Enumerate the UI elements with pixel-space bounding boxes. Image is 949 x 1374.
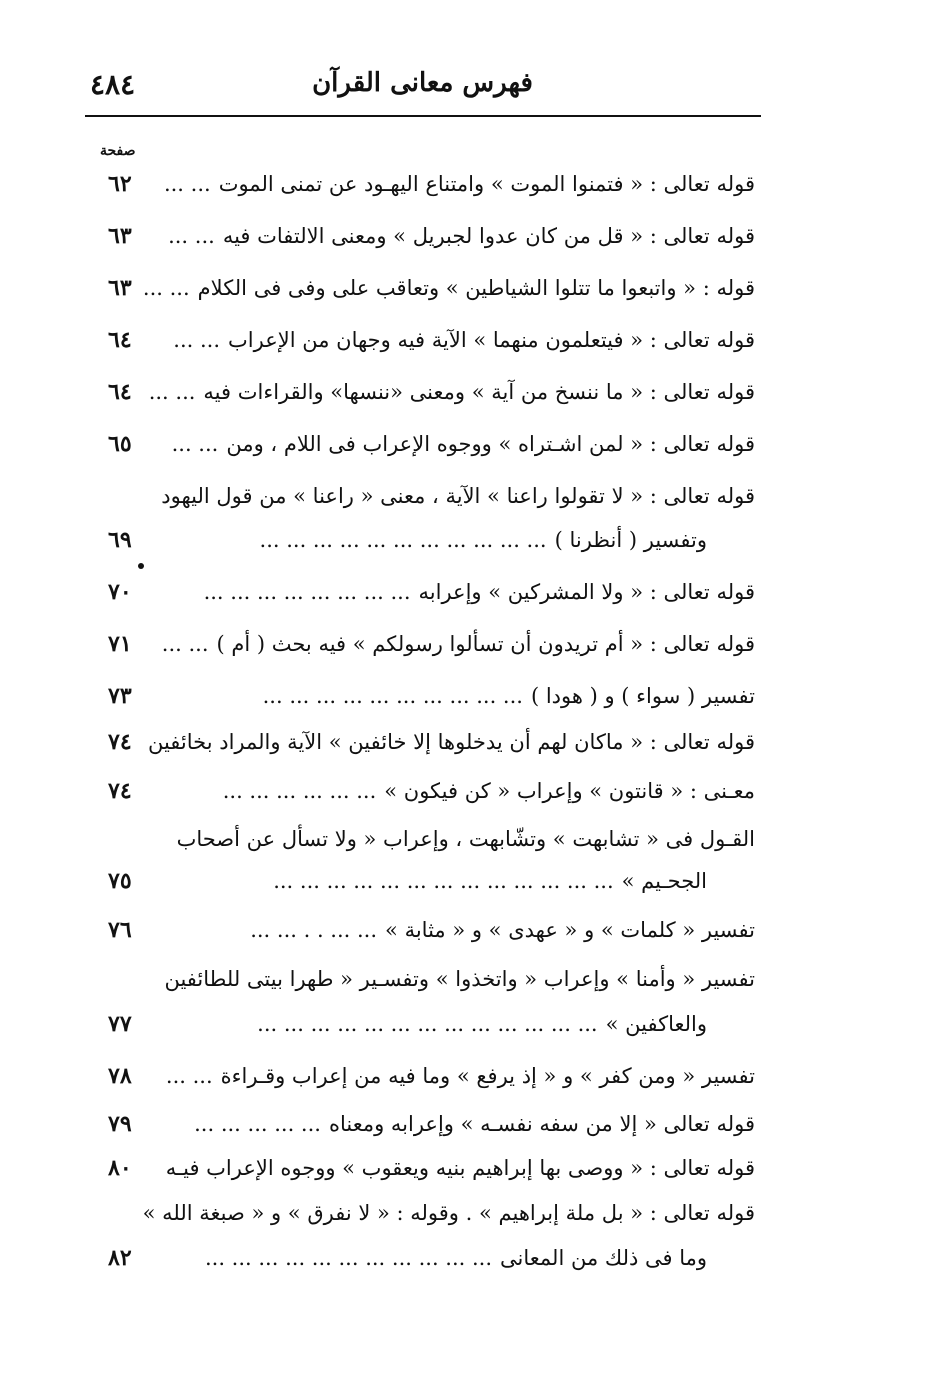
entry-text: قوله : « واتبعوا ما تتلوا الشياطين » وتعاقب على وفى فى الكلام [197,276,755,300]
entry-text: تفسير « ومن كفر » و « إذ يرفع » وما فيه من إعراب وقـراءة [220,1064,755,1088]
entry-page-number: ٨٠ [108,1155,132,1181]
entry-page-number: ٦٤ [108,327,132,353]
entry-text: قوله تعالى « إلا من سفه نفسـه » وإعرابه ومعناه [328,1112,755,1136]
entry-dots: ... ... ... ... ... ... ... ... [203,580,411,604]
entry-text: قوله تعالى : « فيتعلمون منهما » الآية فيه وجهان من الإعراب [228,328,755,352]
index-entry-continuation [100,863,755,899]
page-column-label: صفحة [100,143,136,159]
entry-dots: ... ... [171,432,219,456]
entry-dots: ... ... [142,276,190,300]
entry-page-number: ٧٤ [108,729,132,755]
entry-dots: ... ... . . ... ... [250,918,378,942]
index-entry [100,374,755,410]
entry-text: قوله تعالى : « ماكان لهم أن يدخلوها إلا خائفين » الآية والمراد بخائفين [147,730,755,754]
index-entry [100,574,755,610]
index-entry [100,626,755,662]
entry-text: وتفسير ( أنظرنا ) [554,528,707,552]
entry-page-number: ٧٥ [108,868,132,894]
page-number: ٤٨٤ [90,68,136,101]
entry-text: قوله تعالى : « ولا المشركين » وإعرابه [418,580,755,604]
index-entry [100,1150,755,1186]
entry-page-number: ٦٥ [108,431,132,457]
entry-page-number: ٦٤ [108,379,132,405]
entry-text: قوله تعالى : « لا تقولوا راعنا » الآية ، معنى « راعنا » من قول اليهود [161,484,755,508]
entry-text: معـنى : « قانتون » وإعراب « كن فيكون » [384,779,755,803]
entry-page-number: ٦٢ [108,171,132,197]
index-entry [100,724,755,760]
entry-page-number: ٧٧ [108,1011,132,1037]
entry-dots: ... ... ... ... ... ... ... ... ... ... ... ... ... [257,1012,598,1036]
entry-text: قوله تعالى : « فتمنوا الموت » وامتناع اليهـود عن تمنى الموت [218,172,755,196]
entry-text: قوله تعالى : « بل ملة إبراهيم » . وقوله : « لا نفرق » و « صبغة الله » [142,1201,755,1225]
index-entry [100,426,755,462]
index-entry [100,218,755,254]
entry-dots [169,827,177,851]
entry-text: قوله تعالى : « أم تريدون أن تسألوا رسولكم » فيه بحث ( أم ) [216,632,755,656]
entry-page-number: ٦٩ [108,527,132,553]
index-entry [100,773,755,809]
entry-page-number: ٧٨ [108,1063,132,1089]
entry-text: قوله تعالى : « ما ننسخ من آية » ومعنى «ننسها» والقراءات فيه [203,380,755,404]
entry-text: تفسير ( سواء ) و ( هودا ) [530,684,755,708]
entry-dots: ... ... [165,1064,213,1088]
index-entry-continuation [100,1240,755,1276]
index-entry [100,478,755,514]
entry-dots: ... ... [168,224,215,248]
entry-page-number: ٧٤ [108,778,132,804]
entry-dots: ... ... [148,380,196,404]
entry-page-number: ٧٩ [108,1111,132,1137]
entry-dots: ... ... ... ... ... ... ... ... ... ... ... [259,528,547,552]
entry-dots: ... ... ... ... ... ... ... ... ... ... ... [204,1246,493,1270]
entry-dots: ... ... ... ... ... ... [222,779,377,803]
index-entry [100,1106,755,1142]
entry-text: وما فى ذلك من المعانى [500,1246,707,1270]
entry-page-number: ٧١ [108,631,132,657]
entry-text: الجحـيم » [621,869,707,893]
entry-page-number: ٧٦ [108,917,132,943]
index-entry [100,678,755,714]
entry-text: والعاكفين » [605,1012,707,1036]
index-entry-continuation [100,522,755,558]
index-entry [100,270,755,306]
entry-dots: ... ... [161,632,209,656]
entry-text: تفسير « وأمنا » وإعراب « واتخذوا » وتفسـير « طهرا بيتى للطائفين [164,967,755,991]
index-entry [100,322,755,358]
index-entry [100,821,755,857]
index-entry [100,166,755,202]
index-entry [100,1058,755,1094]
entry-page-number: ٧٠ [108,579,132,605]
index-entry-continuation [100,1006,755,1042]
entry-page-number: ٦٣ [108,223,132,249]
entry-dots: ... ... ... ... ... ... ... ... ... ... [262,684,523,708]
index-entry [100,1195,755,1231]
entry-text: قوله تعالى : « لمن اشـتراه » ووجوه الإعراب فى اللام ، ومن [226,432,755,456]
entry-page-number: ٦٣ [108,275,132,301]
entry-page-number: ٨٢ [108,1245,132,1271]
entry-dots: ... ... [163,172,211,196]
entry-dots [135,1201,143,1225]
entry-text: قوله تعالى : « قل من كان عدوا لجبريل » ومعنى الالتفات فيه [222,224,755,248]
entry-dots: ... ... ... ... ... [194,1112,321,1136]
entry-text: قوله تعالى : « ووصى بها إبراهيم بنيه ويعقوب » ووجوه الإعراب فيـه [165,1156,755,1180]
page-header [85,58,760,108]
entry-text: تفسير « كلمات » و « عهدى » و « مثابة » [385,918,755,942]
entry-dots: ... ... [173,328,221,352]
entry-text: القـول فى « تشابهت » وتشّابهت ، وإعراب « ولا تسأل عن أصحاب [176,827,755,851]
entry-page-number: ٧٣ [108,683,132,709]
header-rule [85,115,761,117]
index-entry [100,912,755,948]
entry-dots: ... ... ... ... ... ... ... ... ... ... ... ... ... [273,869,614,893]
margin-dot-mark [138,563,144,569]
index-entry [100,961,755,997]
page-title: فهرس معانى القرآن [312,68,533,98]
